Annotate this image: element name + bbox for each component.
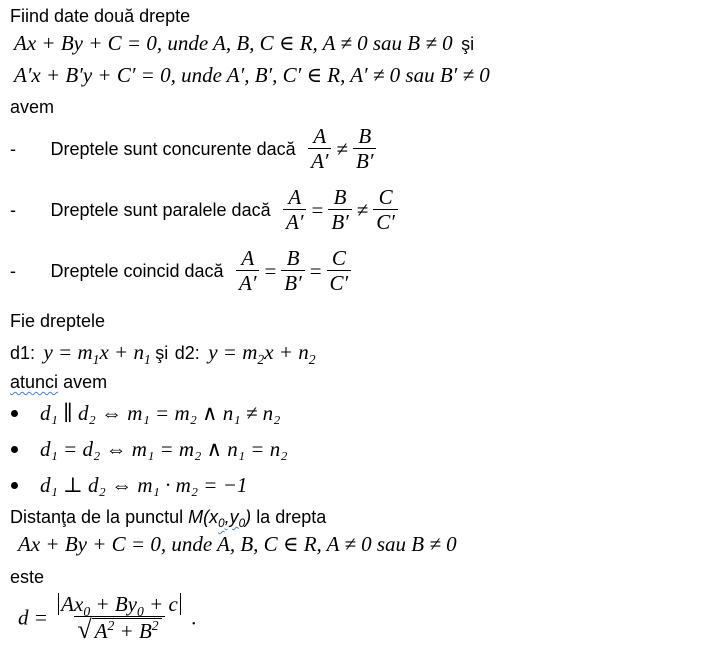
fraction-B-over-Bp: $\frac{B}{B'}$	[353, 124, 376, 173]
bullet-parallel: d₁ ∥ d₂ ⇔ m₁ = m₂ ∧ n₁ ≠ n₂	[40, 401, 281, 425]
bullet-icon	[11, 410, 18, 417]
neq-sign: ≠	[336, 136, 349, 161]
equation-1-and: şi	[461, 34, 475, 54]
distance-title	[10, 506, 327, 531]
d2-equation: $y = m_2x + n_2$	[208, 340, 316, 367]
intro-avem: avem	[10, 97, 55, 117]
distance-title-post: la drepta	[256, 507, 327, 527]
eq-sign: =	[309, 258, 322, 283]
distance-formula	[18, 592, 196, 643]
bullet-icon	[11, 446, 18, 453]
sqrt-icon: √	[77, 615, 92, 644]
fraction-B-over-Bp: $\frac{B}{B'}$	[328, 185, 351, 234]
case-dash: -	[10, 260, 16, 281]
eq-sign: =	[264, 258, 277, 283]
bullet-icon	[11, 482, 18, 489]
lines-and: şi	[155, 343, 169, 363]
distance-numerator: $Ax_0 + By_0 + c$	[55, 592, 184, 616]
eq-sign: =	[311, 197, 324, 222]
case-coincide-text: Dreptele coincid dacă	[50, 261, 224, 282]
case-dash: -	[10, 138, 16, 159]
point-M: $M(x_0,y_0)$	[188, 507, 252, 531]
intro-heading: Fiind date două drepte	[10, 6, 191, 26]
fraction-C-over-Cp: $\frac{C}{C'}$	[373, 185, 398, 234]
d1-equation: $y = m_1x + n_1$	[43, 340, 151, 367]
fie-dreptele: Fie dreptele	[10, 311, 106, 331]
case-parallel-text: Dreptele sunt paralele dacă	[50, 200, 271, 221]
d1-label: d1:	[10, 343, 36, 363]
d2-label: d2:	[174, 343, 200, 363]
line-equation-2: A′x + B′y + C′ = 0, unde A′, B′, C′ ∈ R, A′ ≠ 0 sau B′ ≠ 0	[14, 63, 490, 87]
equation-1-text: Ax + By + C = 0, unde A, B, C ∈ R, A ≠ 0 sau B ≠ 0	[14, 31, 453, 55]
case-coincide	[10, 246, 353, 295]
fraction-A-over-Ap: $\frac{A}{A'}$	[236, 246, 259, 295]
case-concurrent	[10, 124, 378, 173]
fraction-C-over-Cp: $\frac{C}{C'}$	[327, 246, 352, 295]
case-dash: -	[10, 199, 16, 220]
atunci-word: atunci	[10, 372, 59, 392]
atunci-avem	[10, 371, 107, 393]
fraction-B-over-Bp: $\frac{B}{B'}$	[281, 246, 304, 295]
distance-line-equation: Ax + By + C = 0, unde A, B, C ∈ R, A ≠ 0 sau B ≠ 0	[18, 532, 457, 556]
distance-denominator: √ $A^2 + B^2$	[74, 616, 164, 643]
bullet-equal: d₁ = d₂ ⇔ m₁ = m₂ ∧ n₁ = n₂	[40, 437, 288, 461]
distance-este: este	[10, 567, 45, 587]
case-parallel	[10, 185, 400, 234]
slope-lines	[10, 339, 316, 365]
fraction-A-over-Ap: $\frac{A}{A'}$	[283, 185, 306, 234]
distance-title-pre: Distanţa de la punctul	[10, 507, 184, 527]
distance-d-label: d =	[18, 605, 48, 630]
distance-period: .	[191, 605, 197, 630]
case-concurrent-text: Dreptele sunt concurente dacă	[50, 139, 296, 160]
distance-fraction	[55, 592, 184, 643]
neq-sign: ≠	[356, 197, 369, 222]
bullet-perpendicular: d₁ ⊥ d₂ ⇔ m₁ · m₂ = −1	[40, 473, 248, 497]
line-equation-1	[14, 30, 474, 56]
fraction-A-over-Ap: $\frac{A}{A'}$	[308, 124, 331, 173]
avem-word: avem	[63, 372, 108, 392]
